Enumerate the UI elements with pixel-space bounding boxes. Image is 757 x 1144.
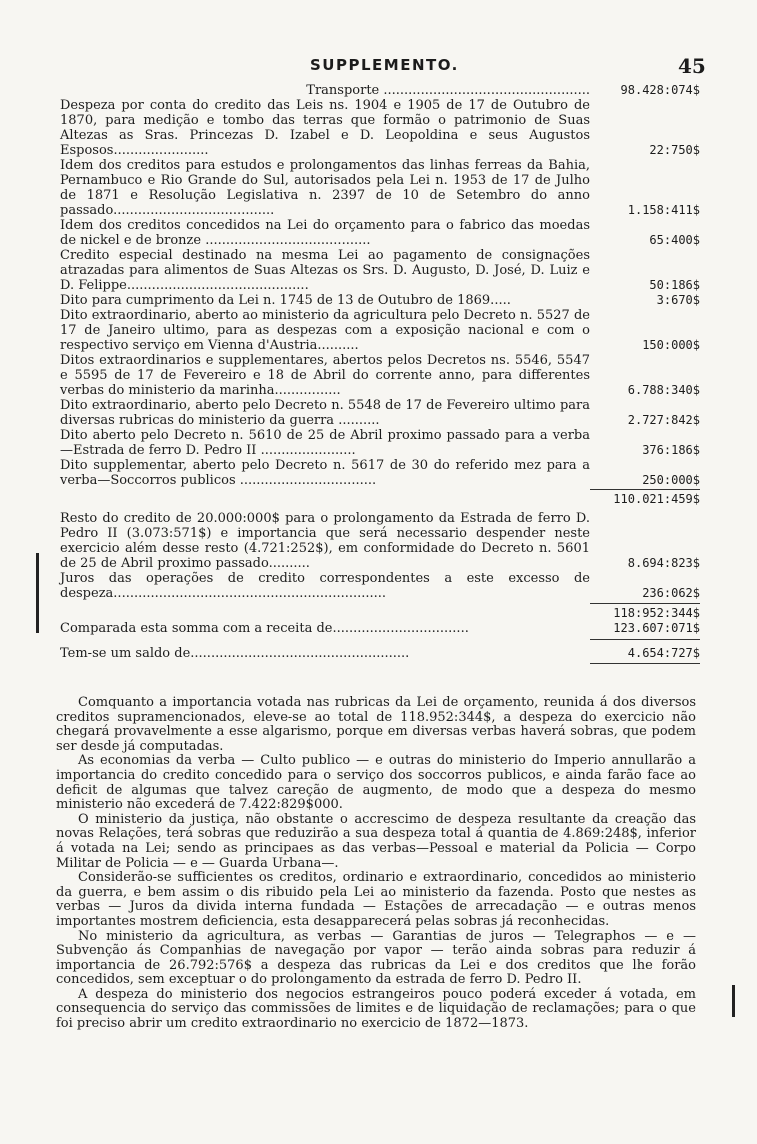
ledger-row — [60, 353, 700, 398]
body-text — [56, 696, 696, 1032]
paragraph: As economias da verba — Culto publico — e outras do ministerio do Imperio annullarão a importancia do credito concedido para o serviço dos soccorros publicos, e ainda farão face ao deficit de algumas que talvez careção de augmento, de modo que a despeza do mesmo ministerio não excederá de 7.422:829$000. — [56, 753, 696, 813]
ledger-row — [60, 293, 700, 308]
subtotal-row — [60, 605, 700, 621]
page-header — [0, 56, 757, 78]
ledger-row — [60, 511, 700, 571]
rule-row — [60, 661, 700, 667]
balance-row — [60, 646, 700, 661]
ledger-text: Idem dos creditos para estudos e prolongamentos das linhas ferreas da Bahia, Pernambuco e Rio Grande do Sul, autorisados pela Lei n. 1953 de 17 de Julho de 1871 e Resolução Legislativa n. 2397 de 10 de Setembro do anno passado....................................... — [60, 158, 590, 218]
subtotal-rule — [590, 489, 700, 490]
ledger-table — [60, 83, 700, 667]
subtotal-row — [60, 491, 700, 507]
ledger-text: Dito extraordinario, aberto ao ministerio da agricultura pelo Decreto n. 5527 de 17 de Janeiro ultimo, para as despezas com a exposição nacional e com o respectivo serviço em Vienna d'Austria.......... — [60, 308, 590, 353]
ledger-text: Ditos extraordinarios e supplementares, abertos pelos Decretos ns. 5546, 5547 e 5595 de 17 de Fevereiro e 18 de Abril do corrente anno, para differentes verbas do ministerio da marinha................ — [60, 353, 590, 398]
ledger-row — [60, 158, 700, 218]
ledger-amount: 98.428:074$ — [620, 83, 700, 97]
ledger-text: Dito supplementar, aberto pelo Decreto n. 5617 de 30 do referido mez para a verba—Soccorros publicos ................................. — [60, 458, 590, 488]
ledger-row — [60, 398, 700, 428]
margin-mark — [732, 985, 735, 1017]
ledger-row — [60, 428, 700, 458]
ledger-text: Dito extraordinario, aberto pelo Decreto n. 5548 de 17 de Fevereiro ultimo para diversas rubricas do ministerio da guerra .......... — [60, 398, 590, 428]
ledger-amount: 250:000$ — [642, 473, 700, 487]
balance-amount: 4.654:727$ — [627, 646, 700, 660]
rule-row — [60, 636, 700, 642]
page-title: SUPPLEMENTO. — [310, 56, 459, 74]
ledger-amount: 2.727:842$ — [627, 413, 700, 427]
ledger-row — [60, 571, 700, 601]
ledger-text: Despeza por conta do credito das Leis ns. 1904 e 1905 de 17 de Outubro de 1870, para medição e tombo das terras que formão o patrimonio de Suas Altezas as Sras. Princezas D. Izabel e D. Leopoldina e seus Augustos Esposos....................... — [60, 98, 590, 158]
subtotal-rule — [590, 603, 700, 604]
comparison-amount: 123.607:071$ — [613, 621, 700, 635]
ledger-row — [60, 218, 700, 248]
paragraph: Comquanto a importancia votada nas rubricas da Lei de orçamento, reunida á dos diversos creditos supramencionados, eleve-se ao total de 118.952:344$, a despeza do exercicio não chegará provavelmente a esse algarismo, porque em diversas verbas haverá sobras, que podem ser desde já computadas. — [56, 695, 696, 754]
balance-text: Tem-se um saldo de..................................................... — [60, 646, 410, 661]
subtotal-amount: 118:952:344$ — [613, 606, 700, 620]
ledger-amount: 376:186$ — [642, 443, 700, 457]
ledger-text: Transporte .................................................. — [306, 83, 590, 98]
ledger-row — [60, 83, 700, 98]
ledger-amount: 150:000$ — [642, 338, 700, 352]
ledger-row — [60, 248, 700, 293]
page-number: 45 — [678, 54, 706, 78]
ledger-amount: 3:670$ — [656, 293, 700, 307]
ledger-amount: 50:186$ — [649, 278, 700, 292]
ledger-amount: 1.158:411$ — [627, 203, 700, 217]
balance-rule — [590, 639, 700, 640]
ledger-row — [60, 458, 700, 488]
comparison-text: Comparada esta somma com a receita de................................. — [60, 621, 469, 636]
ledger-text: Credito especial destinado na mesma Lei ao pagamento de consignações atrazadas para alimentos de Suas Altezas os Srs. D. Augusto, D. José, D. Luiz e D. Felippe............................................ — [60, 248, 590, 293]
ledger-row — [60, 308, 700, 353]
ledger-amount: 22:750$ — [649, 143, 700, 157]
ledger-amount: 65:400$ — [649, 233, 700, 247]
ledger-amount: 236:062$ — [642, 586, 700, 600]
balance-underline — [590, 663, 700, 664]
comparison-row — [60, 621, 700, 636]
paragraph: A despeza do ministerio dos negocios estrangeiros pouco poderá exceder á votada, em consequencia do serviço das commissões de limites e de liquidação de reclamações; para o que foi preciso abrir um credito extraordinario no exercicio de 1872—1873. — [56, 986, 696, 1032]
ledger-amount: 8.694:823$ — [627, 556, 700, 570]
ledger-text: Idem dos creditos concedidos na Lei do orçamento para o fabrico das moedas de nickel e de bronze ........................................ — [60, 218, 590, 248]
ledger-text: Dito para cumprimento da Lei n. 1745 de 13 de Outubro de 1869..... — [60, 293, 511, 308]
subtotal-amount: 110.021:459$ — [613, 492, 700, 506]
ledger-text: Juros das operações de credito correspondentes a este excesso de despeza.................................................................. — [60, 571, 590, 601]
paragraph: O ministerio da justiça, não obstante o accrescimo de despeza resultante da creação das novas Relações, terá sobras que reduzirão a sua despeza total á quantia de 4.869:248$, inferior á votada na Lei; sendo as principaes as das verbas—Pessoal e material da Policia — Corpo Militar de Policia — e — Guarda Urbana—. — [56, 811, 696, 871]
paragraph: No ministerio da agricultura, as verbas — Garantias de juros — Telegraphos — e —Subvenção ás Companhias de navegação por vapor — terão ainda sobras para reduzir á importancia de 26.792:576$ a despeza das rubricas da Lei e dos creditos que lhe forão concedidos, sem exceptuar o do prolongamento da estrada de ferro D. Pedro II. — [56, 928, 696, 988]
ledger-row — [60, 98, 700, 158]
ledger-amount: 6.788:340$ — [627, 383, 700, 397]
paragraph: Considerão-se sufficientes os creditos, ordinario e extraordinario, concedidos ao ministerio da guerra, e bem assim o dis ribuido pela Lei ao ministerio da fazenda. Posto que nestes as verbas — Juros da divida interna fundada — Estações de arrecadação — e outras menos importantes mostrem deficiencia, esta desapparecerá pelas sobras já reconhecidas. — [56, 870, 696, 929]
ledger-text: Resto do credito de 20.000:000$ para o prolongamento da Estrada de ferro D. Pedro II (3.073:571$) e importancia que será necessario despender neste exercicio além desse resto (4.721:252$), em conformidade do Decreto n. 5601 de 25 de Abril proximo passado.......... — [60, 511, 590, 571]
margin-mark — [36, 553, 39, 633]
ledger-text: Dito aberto pelo Decreto n. 5610 de 25 de Abril proximo passado para a verba—Estrada de ferro D. Pedro II ....................... — [60, 428, 590, 458]
